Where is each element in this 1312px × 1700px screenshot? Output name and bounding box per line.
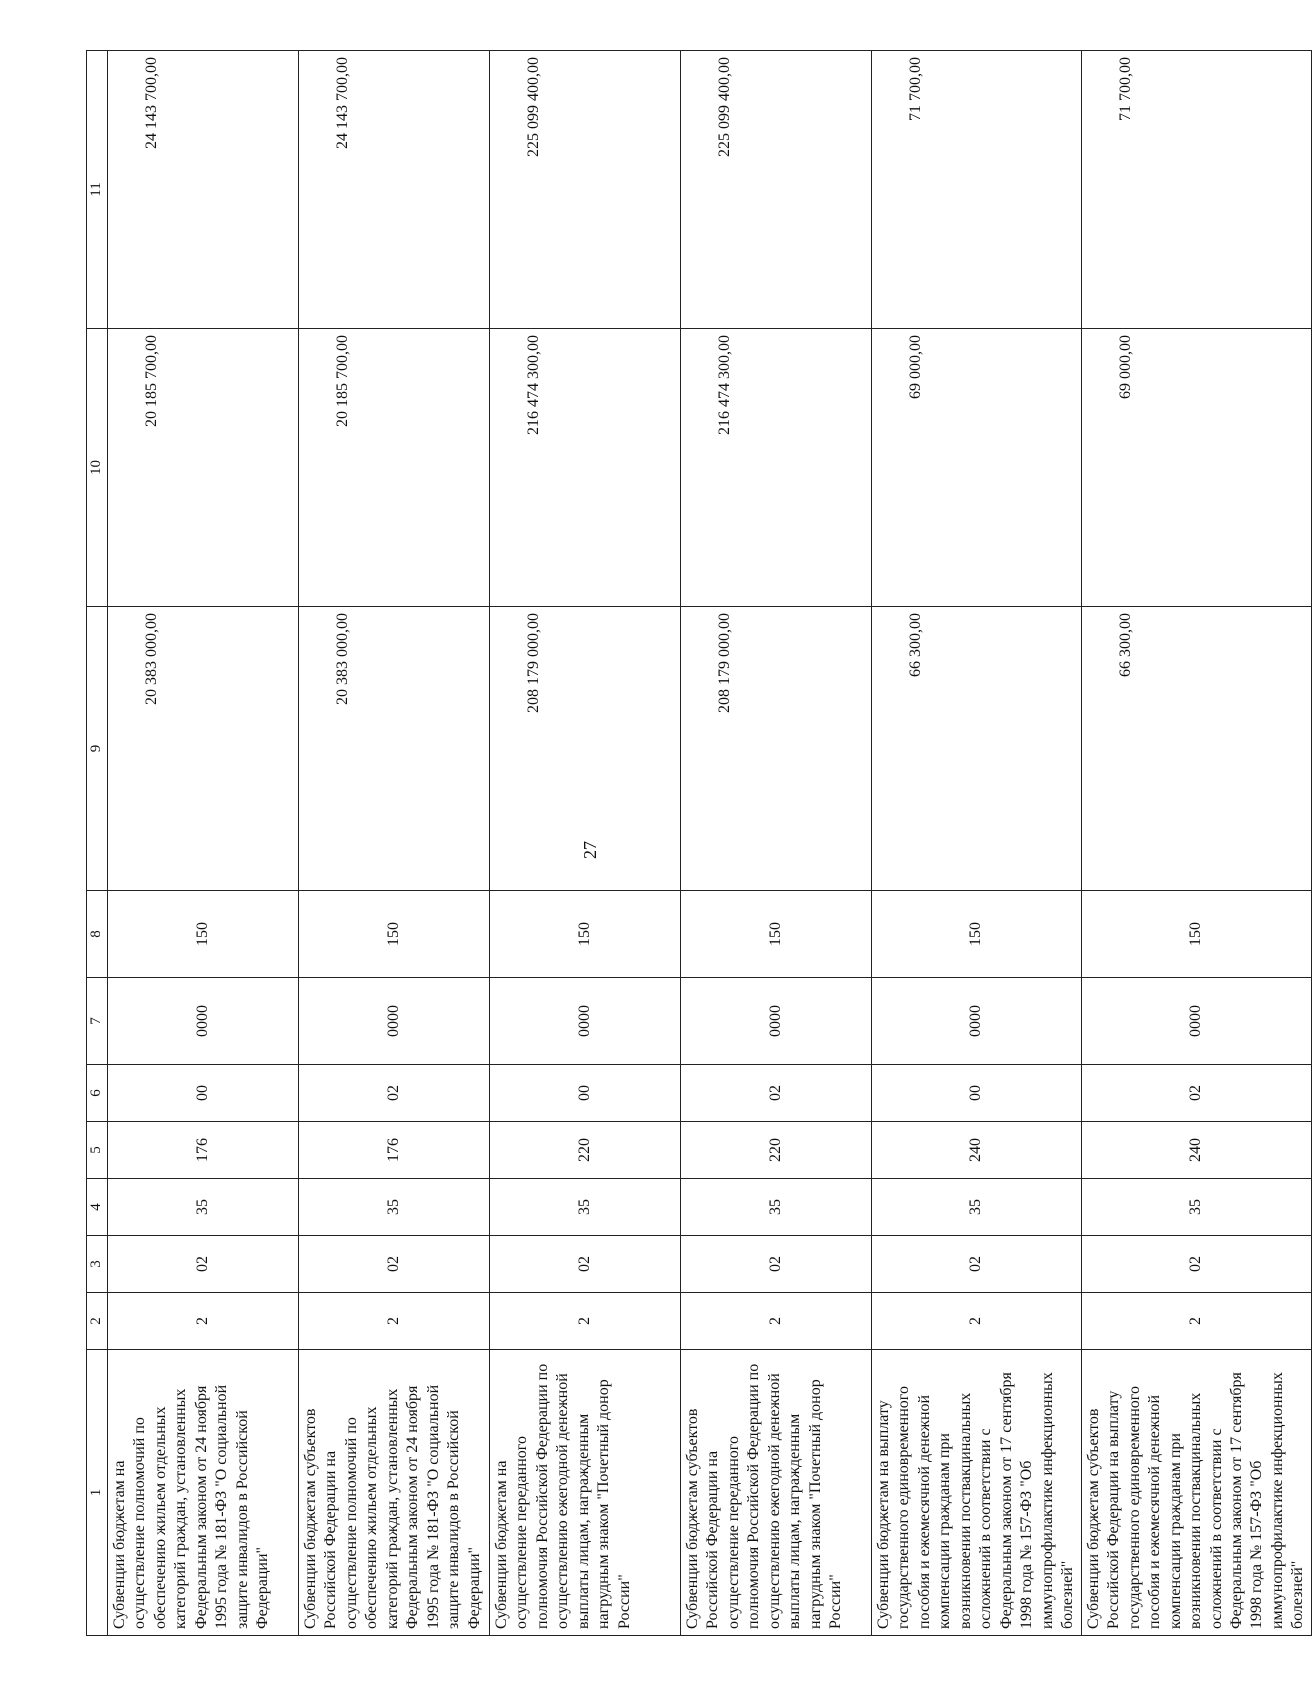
cell-col5: 176: [299, 1122, 490, 1179]
cell-col8: 150: [872, 891, 1082, 978]
cell-col4: 35: [1081, 1179, 1311, 1236]
header-row: [87, 51, 108, 1636]
cell-col7: 0000: [299, 978, 490, 1065]
cell-col5: 220: [681, 1122, 872, 1179]
cell-col2: 2: [1081, 1293, 1311, 1350]
amount-col11: 71 700,00: [1081, 51, 1311, 329]
cell-col3: 02: [490, 1236, 681, 1293]
cell-col5: 220: [490, 1122, 681, 1179]
cell-col8: 150: [299, 891, 490, 978]
cell-col2: 2: [108, 1293, 299, 1350]
cell-col7: 0000: [1081, 978, 1311, 1065]
amount-col9: 66 300,00: [1081, 607, 1311, 891]
cell-col3: 02: [1081, 1236, 1311, 1293]
cell-col7: 0000: [872, 978, 1082, 1065]
cell-col8: 150: [108, 891, 299, 978]
amount-col11: 24 143 700,00: [299, 51, 490, 329]
cell-col6: 02: [681, 1065, 872, 1122]
rotated-table-container: [86, 51, 1307, 1636]
header-cell: 10: [87, 329, 108, 607]
amount-col10: 216 474 300,00: [490, 329, 681, 607]
cell-col6: 00: [872, 1065, 1082, 1122]
amount-col11: 71 700,00: [872, 51, 1082, 329]
cell-col2: 2: [299, 1293, 490, 1350]
cell-col6: 02: [299, 1065, 490, 1122]
cell-col6: 02: [1081, 1065, 1311, 1122]
amount-col10: 216 474 300,00: [681, 329, 872, 607]
header-cell: 11: [87, 51, 108, 329]
row-description: Субвенции бюджетам на выплату государственного единовременного пособия и ежемесячной денежной компенсации гражданам при возникновении поствакцинальных осложнений в соответствии с Федеральным законом от 17 сентября 1998 года № 157-ФЗ "Об иммунопрофилактике инфекционных болезней": [872, 1350, 1082, 1636]
cell-col7: 0000: [681, 978, 872, 1065]
cell-col3: 02: [681, 1236, 872, 1293]
table-row: [1081, 51, 1311, 1636]
cell-col7: 0000: [490, 978, 681, 1065]
table-row: [299, 51, 490, 1636]
header-cell: 4: [87, 1179, 108, 1236]
header-cell: 3: [87, 1236, 108, 1293]
amount-col9: 208 179 000,00: [681, 607, 872, 891]
cell-col7: 0000: [108, 978, 299, 1065]
table-row: [872, 51, 1082, 1636]
row-description: Субвенции бюджетам на осуществление полномочий по обеспечению жильем отдельных категорий граждан, установленных Федеральным законом от 24 ноября 1995 года № 181-ФЗ "О социальной защите инвалидов в Российской Федерации": [108, 1350, 299, 1636]
cell-col4: 35: [681, 1179, 872, 1236]
row-description: Субвенции бюджетам субъектов Российской Федерации на выплату государственного единовременного пособия и ежемесячной денежной компенсации гражданам при возникновении поствакцинальных осложнений в соответствии с Федеральным законом от 17 сентября 1998 года № 157-ФЗ "Об иммунопрофилактике инфекционных болезней": [1081, 1350, 1311, 1636]
cell-col8: 150: [1081, 891, 1311, 978]
cell-col6: 00: [490, 1065, 681, 1122]
header-cell: 9: [87, 607, 108, 891]
header-cell: 1: [87, 1350, 108, 1636]
amount-col9: 20 383 000,00: [108, 607, 299, 891]
cell-col6: 00: [108, 1065, 299, 1122]
table-row: [490, 51, 681, 1636]
row-description: Субвенции бюджетам на осуществление переданного полномочия Российской Федерации по осуществлению ежегодной денежной выплаты лицам, награжденным нагрудным знаком "Почетный донор России": [490, 1350, 681, 1636]
header-cell: 5: [87, 1122, 108, 1179]
table-row: [681, 51, 872, 1636]
cell-col3: 02: [299, 1236, 490, 1293]
cell-col4: 35: [108, 1179, 299, 1236]
cell-col2: 2: [490, 1293, 681, 1350]
cell-col4: 35: [872, 1179, 1082, 1236]
cell-col2: 2: [872, 1293, 1082, 1350]
cell-col5: 240: [1081, 1122, 1311, 1179]
cell-col5: 240: [872, 1122, 1082, 1179]
amount-col11: 24 143 700,00: [108, 51, 299, 329]
cell-col3: 02: [108, 1236, 299, 1293]
cell-col3: 02: [872, 1236, 1082, 1293]
row-description: Субвенции бюджетам субъектов Российской Федерации на осуществление переданного полномочия Российской Федерации по осуществлению ежегодной денежной выплаты лицам, награжденным нагрудным знаком "Почетный донор России": [681, 1350, 872, 1636]
subventions-table: [86, 50, 1312, 1636]
header-cell: 2: [87, 1293, 108, 1350]
amount-col10: 20 185 700,00: [108, 329, 299, 607]
amount-col9: 20 383 000,00: [299, 607, 490, 891]
cell-col8: 150: [490, 891, 681, 978]
header-cell: 8: [87, 891, 108, 978]
amount-col9: 66 300,00: [872, 607, 1082, 891]
amount-col10: 69 000,00: [1081, 329, 1311, 607]
cell-col4: 35: [490, 1179, 681, 1236]
header-cell: 6: [87, 1065, 108, 1122]
page-number: 27: [580, 841, 600, 859]
cell-col4: 35: [299, 1179, 490, 1236]
amount-col10: 20 185 700,00: [299, 329, 490, 607]
cell-col5: 176: [108, 1122, 299, 1179]
amount-col9: 208 179 000,00: [490, 607, 681, 891]
cell-col2: 2: [681, 1293, 872, 1350]
amount-col11: 225 099 400,00: [681, 51, 872, 329]
cell-col8: 150: [681, 891, 872, 978]
row-description: Субвенции бюджетам субъектов Российской Федерации на осуществление полномочий по обеспечению жильем отдельных категорий граждан, установленных Федеральным законом от 24 ноября 1995 года № 181-ФЗ "О социальной защите инвалидов в Российской Федерации": [299, 1350, 490, 1636]
header-cell: 7: [87, 978, 108, 1065]
amount-col11: 225 099 400,00: [490, 51, 681, 329]
amount-col10: 69 000,00: [872, 329, 1082, 607]
table-row: [108, 51, 299, 1636]
